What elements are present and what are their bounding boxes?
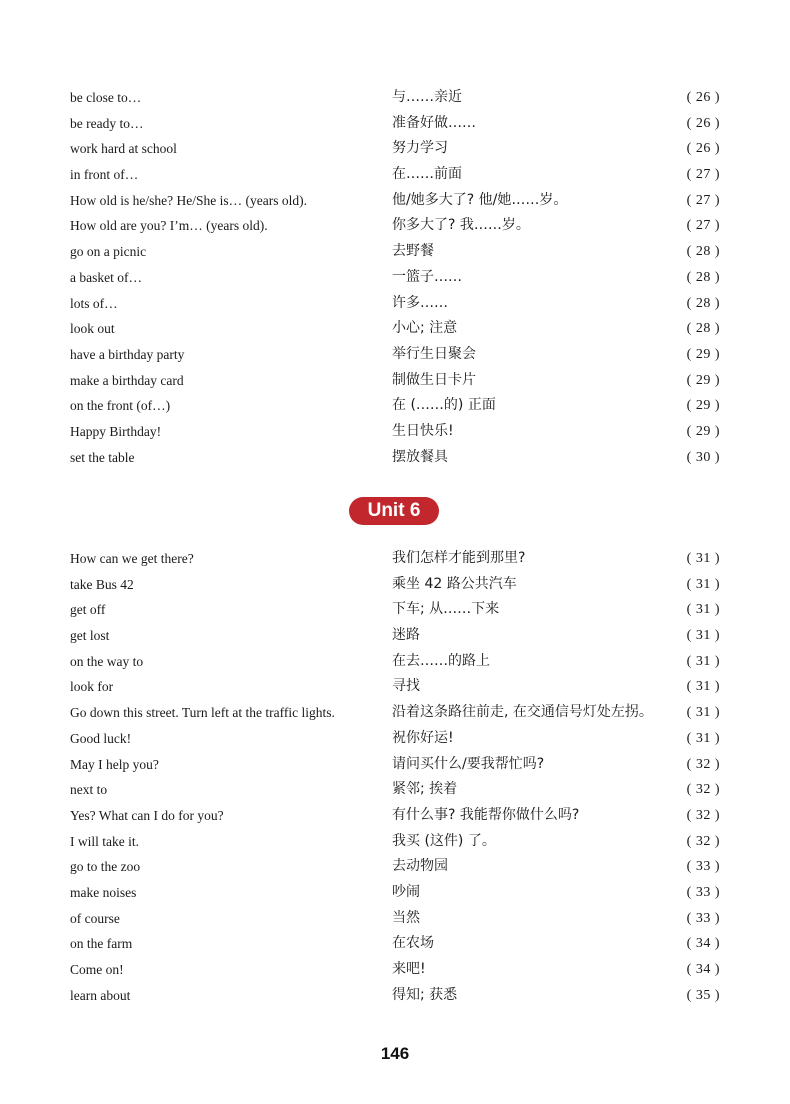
page-reference: ( 26 ): [686, 115, 720, 131]
chinese-translation: 小心; 注意: [392, 320, 458, 337]
phrase-row: [0, 291, 790, 317]
phrase-row: [0, 829, 790, 855]
chinese-translation: 沿着这条路往前走, 在交通信号灯处左拐。: [392, 704, 653, 721]
page-reference: ( 31 ): [686, 551, 720, 566]
page-reference: ( 27 ): [686, 167, 720, 183]
english-phrase: I will take it.: [70, 833, 139, 849]
page-reference: ( 31 ): [686, 602, 720, 618]
page-reference: ( 30 ): [686, 449, 720, 465]
phrase-row: [0, 85, 790, 111]
phrase-row: [0, 316, 790, 342]
chinese-translation: 下车; 从……下来: [392, 601, 500, 618]
english-phrase: make noises: [70, 884, 137, 900]
page-reference: ( 32 ): [686, 782, 720, 798]
phrase-row: [0, 906, 790, 932]
english-phrase: How old are you? I’m… (years old).: [70, 218, 268, 234]
unit5-phrase-list: [0, 85, 790, 470]
english-phrase: a basket of…: [70, 269, 142, 285]
page-reference: ( 29 ): [686, 372, 720, 388]
page-reference: ( 33 ): [686, 910, 720, 926]
phrase-row: [0, 649, 790, 675]
english-phrase: Happy Birthday!: [70, 423, 162, 439]
page-reference: ( 28 ): [686, 295, 720, 311]
chinese-translation: 举行生日聚会: [392, 345, 476, 362]
phrase-row: [0, 931, 790, 957]
english-phrase: make a birthday card: [70, 372, 184, 388]
english-phrase: next to: [70, 782, 108, 798]
english-phrase: look out: [70, 321, 115, 337]
page-reference: ( 29 ): [686, 346, 720, 362]
chinese-translation: 紧邻; 挨着: [392, 781, 458, 798]
chinese-translation: 寻找: [392, 678, 420, 695]
chinese-translation: 他/她多大了? 他/她……岁。: [392, 191, 568, 208]
page-reference: ( 35 ): [686, 987, 720, 1003]
chinese-translation: 许多……: [392, 294, 448, 311]
page-reference: ( 32 ): [686, 756, 720, 772]
phrase-row: [0, 162, 790, 188]
chinese-translation: 一篮子……: [392, 268, 462, 285]
phrase-row: [0, 342, 790, 368]
phrase-row: [0, 445, 790, 471]
english-phrase: lots of…: [70, 295, 118, 311]
page-reference: ( 27 ): [686, 192, 720, 208]
chinese-translation: 在去……的路上: [392, 652, 490, 669]
chinese-translation: 请问买什么/要我帮忙吗?: [392, 755, 545, 772]
chinese-translation: 努力学习: [392, 140, 448, 157]
chinese-translation: 我买 (这件) 了。: [392, 832, 496, 849]
phrase-row: [0, 803, 790, 829]
english-phrase: learn about: [70, 987, 131, 1003]
page-reference: ( 31 ): [686, 576, 720, 592]
english-phrase: have a birthday party: [70, 346, 185, 362]
chinese-translation: 祝你好运!: [392, 729, 454, 746]
chinese-translation: 在……前面: [392, 166, 462, 183]
chinese-translation: 准备好做……: [392, 114, 476, 131]
page-reference: ( 31 ): [686, 653, 720, 669]
page-reference: ( 27 ): [686, 218, 720, 234]
english-phrase: set the table: [70, 449, 135, 465]
chinese-translation: 你多大了? 我……岁。: [392, 217, 530, 234]
phrase-row: [0, 546, 790, 572]
english-phrase: Come on!: [70, 962, 124, 977]
english-phrase: Yes? What can I do for you?: [70, 807, 224, 823]
phrase-row: [0, 188, 790, 214]
phrase-row: [0, 854, 790, 880]
english-phrase: Good luck!: [70, 730, 132, 746]
page-reference: ( 32 ): [686, 807, 720, 823]
english-phrase: get lost: [70, 628, 110, 644]
phrase-row: [0, 368, 790, 394]
phrase-row: [0, 700, 790, 726]
page-reference: ( 29 ): [686, 423, 720, 439]
phrase-row: [0, 957, 790, 983]
page-reference: ( 34 ): [686, 936, 720, 952]
chinese-translation: 迷路: [392, 627, 420, 644]
chinese-translation: 得知; 获悉: [392, 986, 458, 1003]
page-reference: ( 33 ): [686, 884, 720, 900]
english-phrase: of course: [70, 910, 120, 926]
english-phrase: get off: [70, 602, 106, 618]
chinese-translation: 有什么事? 我能帮你做什么吗?: [392, 806, 580, 823]
phrase-row: [0, 623, 790, 649]
chinese-translation: 制做生日卡片: [392, 371, 476, 388]
english-phrase: work hard at school: [70, 141, 177, 157]
phrase-row: [0, 239, 790, 265]
english-phrase: go on a picnic: [70, 244, 147, 260]
page-reference: ( 28 ): [686, 321, 720, 337]
chinese-translation: 乘坐 42 路公共汽车: [392, 575, 517, 592]
english-phrase: take Bus 42: [70, 576, 134, 592]
page-reference: ( 34 ): [686, 962, 720, 977]
unit-heading-badge: Unit 6: [349, 497, 439, 525]
chinese-translation: 在 (……的) 正面: [392, 397, 496, 414]
chinese-translation: 来吧!: [392, 961, 426, 977]
page-number: 146: [380, 1044, 410, 1063]
english-phrase: on the farm: [70, 936, 133, 952]
page-reference: ( 28 ): [686, 244, 720, 260]
unit6-phrase-list: [0, 546, 790, 1008]
phrase-row: [0, 136, 790, 162]
phrase-row: [0, 752, 790, 778]
chinese-translation: 我们怎样才能到那里?: [392, 550, 526, 566]
page-reference: ( 31 ): [686, 730, 720, 746]
english-phrase: be close to…: [70, 90, 142, 105]
english-phrase: go to the zoo: [70, 859, 141, 875]
page-reference: ( 32 ): [686, 833, 720, 849]
chinese-translation: 去野餐: [392, 243, 434, 260]
phrase-row: [0, 983, 790, 1009]
chinese-translation: 摆放餐具: [392, 448, 448, 465]
phrase-row: [0, 777, 790, 803]
english-phrase: be ready to…: [70, 115, 144, 131]
phrase-row: [0, 265, 790, 291]
page-reference: ( 26 ): [686, 90, 720, 105]
phrase-row: [0, 393, 790, 419]
chinese-translation: 与……亲近: [392, 89, 462, 105]
chinese-translation: 当然: [392, 909, 420, 926]
english-phrase: on the front (of…): [70, 398, 171, 414]
english-phrase: look for: [70, 679, 114, 695]
page-reference: ( 33 ): [686, 859, 720, 875]
phrase-row: [0, 213, 790, 239]
phrase-row: [0, 726, 790, 752]
page-reference: ( 28 ): [686, 269, 720, 285]
english-phrase: May I help you?: [70, 756, 159, 772]
page-reference: ( 31 ): [686, 705, 720, 721]
page-reference: ( 29 ): [686, 398, 720, 414]
chinese-translation: 在农场: [392, 935, 434, 952]
english-phrase: in front of…: [70, 167, 139, 183]
phrase-row: [0, 880, 790, 906]
page-reference: ( 26 ): [686, 141, 720, 157]
page-reference: ( 31 ): [686, 679, 720, 695]
page-reference: ( 31 ): [686, 628, 720, 644]
phrase-row: [0, 111, 790, 137]
chinese-translation: 吵闹: [392, 883, 420, 900]
english-phrase: How old is he/she? He/She is… (years old).: [70, 192, 307, 208]
english-phrase: on the way to: [70, 653, 144, 669]
phrase-row: [0, 572, 790, 598]
phrase-row: [0, 419, 790, 445]
chinese-translation: 生日快乐!: [392, 422, 454, 439]
chinese-translation: 去动物园: [392, 858, 448, 875]
phrase-row: [0, 674, 790, 700]
english-phrase: Go down this street. Turn left at the traffic lights.: [70, 705, 335, 721]
english-phrase: How can we get there?: [70, 551, 194, 566]
phrase-row: [0, 597, 790, 623]
